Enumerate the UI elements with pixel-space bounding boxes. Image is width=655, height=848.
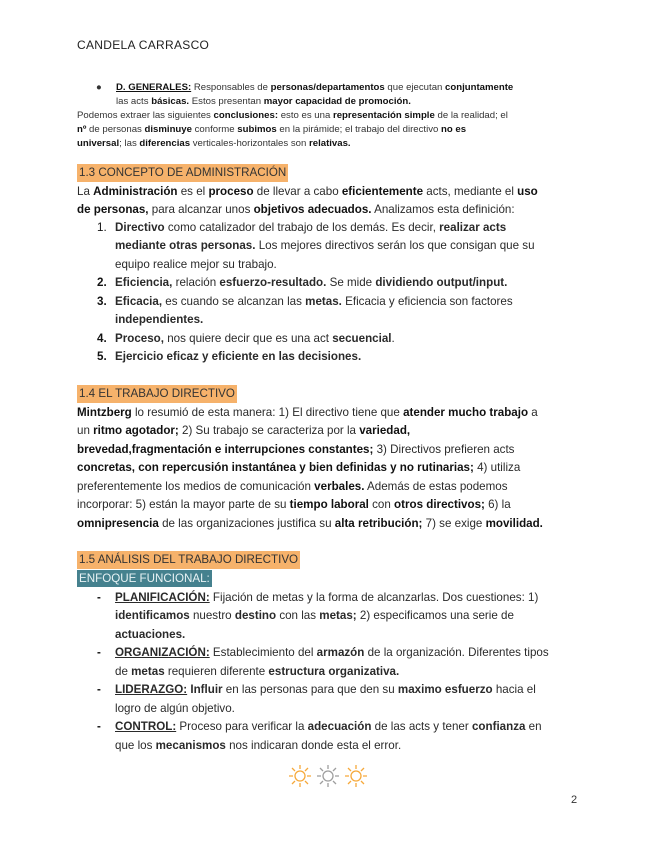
s13-item-2-number: 2. [97,276,107,289]
s13-item-1-line-2: mediante otras personas. Los mejores directivos serán los que consigan que su [115,239,535,252]
s13-item-1-line-3: equipo realice mejor su trabajo. [115,258,277,271]
enfoque-funcional-subheading: ENFOQUE FUNCIONAL: [79,572,210,585]
s15-item-1-line-2: identificamos nuestro destino con las metas; 2) especificamos una serie de [115,609,514,622]
s14-line-3: brevedad,fragmentación e interrupciones constantes; 3) Directivos prefieren acts [77,443,515,456]
s15-item-3-line-1: LIDERAZGO: Influir en las personas para que den su maximo esfuerzo hacia el [115,683,536,696]
s15-item-1-dash: - [97,591,101,604]
s13-item-3-number: 3. [97,295,107,308]
s15-item-2-dash: - [97,646,101,659]
sun-icon-right [345,765,367,787]
s13-item-1-number: 1. [97,221,107,234]
s13-item-2-line: Eficiencia, relación esfuerzo-resultado. Se mide dividiendo output/input. [115,276,508,289]
decorative-suns-icon [287,763,369,789]
s15-item-1-line-1: PLANIFICACIÓN: Fijación de metas y la forma de alcanzarlas. Dos cuestiones: 1) [115,591,539,604]
conclusiones-line-1: Podemos extraer las siguientes conclusiones: esto es una representación simple de la realidad; el [77,110,508,121]
s13-item-4-line: Proceso, nos quiere decir que es una act secuencial. [115,332,395,345]
s13-item-3-line-2: independientes. [115,313,204,326]
s15-item-4-line-2: que los mecanismos nos indicaran donde esta el error. [115,739,402,752]
author-header: CANDELA CARRASCO [77,38,210,52]
conclusiones-line-3: universal; las diferencias verticales-horizontales son relativas. [77,138,351,149]
s15-item-2-line-2: de metas requieren diferente estructura organizativa. [115,665,400,678]
sun-icon-middle [317,765,339,787]
s14-line-1: Mintzberg lo resumió de esta manera: 1) El directivo tiene que atender mucho trabajo a [77,406,538,419]
s15-item-4-line-1: CONTROL: Proceso para verificar la adecuación de las acts y tener confianza en [115,720,542,733]
s13-intro-line-2: de personas, para alcanzar unos objetivos adecuados. Analizamos esta definición: [77,203,515,216]
s13-item-5-number: 5. [97,350,107,363]
s13-item-5-line: Ejercicio eficaz y eficiente en las decisiones. [115,350,362,363]
s13-intro-line-1: La Administración es el proceso de llevar a cabo eficientemente acts, mediante el uso [77,185,538,198]
s14-line-2: un ritmo agotador; 2) Su trabajo se caracteriza por la variedad, [77,424,411,437]
generales-line-2: las acts básicas. Estos presentan mayor capacidad de promoción. [116,96,411,107]
s14-line-4: concretas, con repercusión instantánea y bien definidas y no rutinarias; 4) utiliza [77,461,521,474]
s14-line-5: preferentemente los medios de comunicación verbales. Además de estas podemos [77,480,508,493]
conclusiones-line-2: nº de personas disminuye conforme subimos en la pirámide; el trabajo del directivo no es [77,124,467,135]
s15-item-3-dash: - [97,683,101,696]
s13-item-4-number: 4. [97,332,107,345]
generales-line-1: D. GENERALES: Responsables de personas/departamentos que ejecutan conjuntamente [116,82,514,93]
s15-item-3-line-2: logro de algún objetivo. [115,702,235,715]
s14-line-7: omnipresencia de las organizaciones justifica su alta retribución; 7) se exige movilidad. [77,517,543,530]
s15-item-2-line-1: ORGANIZACIÓN: Establecimiento del armazón de la organización. Diferentes tipos [115,646,549,659]
section-heading-1-4: 1.4 EL TRABAJO DIRECTIVO [77,385,237,403]
generales-label: D. GENERALES: [116,82,192,93]
s13-item-3-line-1: Eficacia, es cuando se alcanzan las metas. Eficacia y eficiencia son factores [115,295,513,308]
s15-item-1-line-3: actuaciones. [115,628,186,641]
sun-icon-left [289,765,311,787]
section-heading-1-3: 1.3 CONCEPTO DE ADMINISTRACIÓN [77,164,288,182]
page-number: 2 [571,794,578,806]
generales-bullet-marker: ● [96,82,102,93]
s13-item-1-line-1: Directivo como catalizador del trabajo de los demás. Es decir, realizar acts [115,221,507,234]
section-heading-1-5: 1.5 ANÁLISIS DEL TRABAJO DIRECTIVO [77,551,300,569]
s14-line-6: incorporar: 5) están la mayor parte de su tiempo laboral con otros directivos; 6) la [77,498,511,511]
s15-item-4-dash: - [97,720,101,733]
